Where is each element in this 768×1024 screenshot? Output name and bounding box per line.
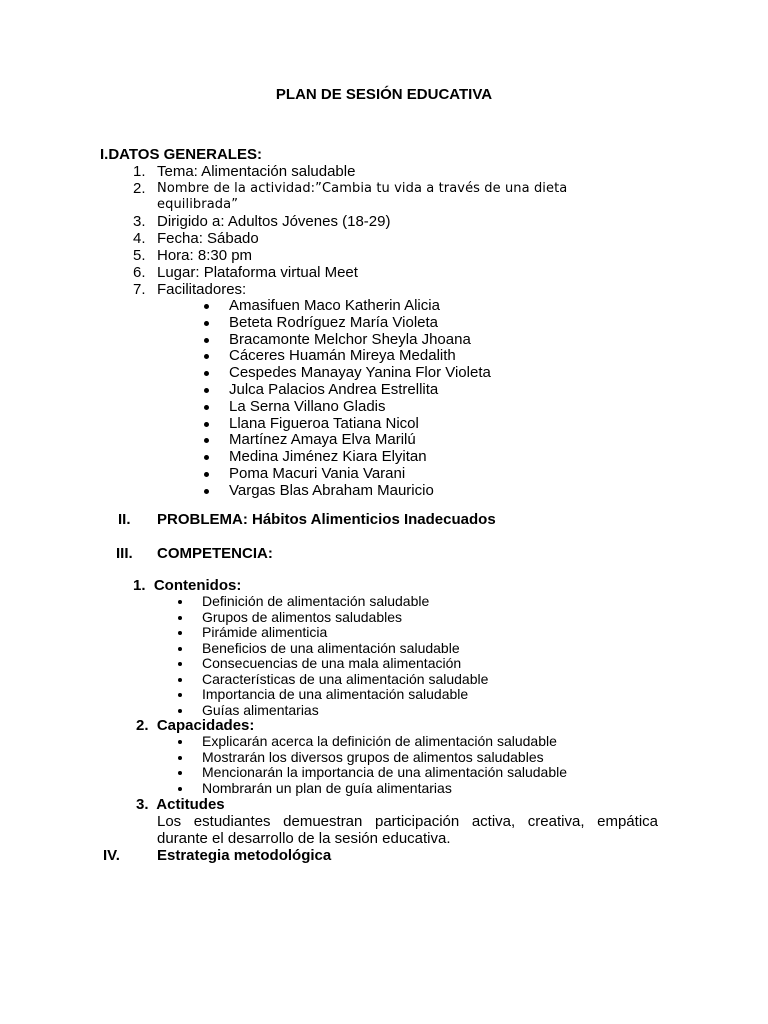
facilitator-name: Bracamonte Melchor Sheyla Jhoana [229, 330, 471, 348]
actitudes-text-line2: durante el desarrollo de la sesión educativa. [157, 830, 451, 847]
contenido-text: Definición de alimentación saludable [202, 593, 430, 609]
contenido-text: Grupos de alimentos saludables [202, 608, 403, 625]
bullet-icon [178, 631, 182, 635]
item-text: Dirigido a: Adultos Jóvenes (18-29) [157, 213, 391, 230]
bullet-icon [178, 678, 182, 682]
bullet-icon [178, 662, 182, 666]
facilitator-name: Vargas Blas Abraham Mauricio [229, 481, 434, 499]
bullet-icon [204, 388, 209, 393]
capacidades-label: 2. Capacidades: [136, 717, 255, 734]
facilitator-name: Cáceres Huamán Mireya Medalith [229, 347, 456, 365]
section-4-number: IV. [103, 847, 120, 864]
item-text: Lugar: Plataforma virtual Meet [157, 264, 358, 281]
item-text: Fecha: Sábado [157, 230, 259, 247]
section-4-heading: Estrategia metodológica [157, 847, 332, 864]
item-number: 4. [133, 230, 146, 247]
actitudes-text-line1: Los estudiantes demuestran participación activa, creativa, empática [157, 813, 658, 830]
actitudes-label: 3. Actitudes [136, 796, 225, 813]
contenido-text: Beneficios de una alimentación saludable [202, 639, 460, 656]
bullet-icon [204, 371, 209, 376]
section-2-heading: PROBLEMA: Hábitos Alimenticios Inadecuados [157, 511, 496, 528]
section-1-heading: I.DATOS GENERALES: [100, 146, 262, 163]
item-text-continuation: equilibrada” [157, 197, 239, 212]
bullet-icon [178, 771, 182, 775]
item-number: 1. [133, 163, 146, 180]
facilitator-name: Amasifuen Maco Katherin Alicia [229, 297, 440, 314]
capacidad-text: Mostrarán los diversos grupos de alimentos saludables [202, 748, 544, 765]
facilitator-name: Llana Figueroa Tatiana Nicol [229, 414, 419, 432]
bullet-icon [178, 616, 182, 620]
bullet-icon [204, 455, 209, 460]
facilitator-name: La Serna Villano Gladis [229, 397, 386, 415]
section-3-heading: COMPETENCIA: [157, 545, 273, 562]
bullet-icon [204, 338, 209, 343]
capacidad-text: Explicarán acerca la definición de alimentación saludable [202, 733, 557, 749]
section-2-number: II. [118, 511, 131, 528]
bullet-icon [204, 438, 209, 443]
capacidad-text: Mencionarán la importancia de una alimentación saludable [202, 764, 568, 780]
page-title: PLAN DE SESIÓN EDUCATIVA [275, 86, 493, 103]
bullet-icon [204, 489, 209, 494]
item-text: Nombre de la actividad:”Cambia tu vida a través de una dieta [157, 181, 568, 196]
capacidad-text: Nombrarán un plan de guía alimentarias [202, 779, 452, 796]
contenidos-label: 1. Contenidos: [133, 577, 242, 594]
facilitator-name: Poma Macuri Vania Varani [229, 465, 406, 482]
bullet-icon [178, 709, 182, 713]
facilitator-name: Cespedes Manayay Yanina Flor Violeta [229, 364, 491, 382]
item-number: 5. [133, 247, 146, 264]
item-number: 2. [133, 180, 146, 197]
bullet-icon [178, 647, 182, 651]
bullet-icon [178, 756, 182, 760]
bullet-icon [204, 422, 209, 427]
item-number: 6. [133, 264, 146, 281]
contenido-text: Importancia de una alimentación saludable [202, 686, 469, 702]
bullet-icon [204, 354, 209, 359]
contenido-text: Pirámide alimenticia [202, 624, 328, 640]
bullet-icon [178, 740, 182, 744]
bullet-icon [178, 693, 182, 697]
contenido-text: Consecuencias de una mala alimentación [202, 655, 462, 671]
item-number: 3. [133, 213, 146, 230]
contenido-text: Características de una alimentación saludable [202, 670, 489, 687]
facilitator-name: Julca Palacios Andrea Estrellita [229, 381, 439, 398]
item-number: 7. [133, 281, 146, 298]
facilitator-name: Medina Jiménez Kiara Elyitan [229, 448, 427, 466]
bullet-icon [204, 321, 209, 326]
section-3-number: III. [116, 545, 133, 562]
contenido-text: Guías alimentarias [202, 701, 319, 718]
item-text: Facilitadores: [157, 281, 247, 298]
bullet-icon [204, 304, 209, 309]
facilitator-name: Martínez Amaya Elva Marilú [229, 431, 416, 449]
bullet-icon [204, 472, 209, 477]
item-text: Tema: Alimentación saludable [157, 163, 356, 180]
facilitator-name: Beteta Rodríguez María Violeta [229, 313, 439, 331]
bullet-icon [178, 600, 182, 604]
bullet-icon [178, 787, 182, 791]
bullet-icon [204, 405, 209, 410]
item-text: Hora: 8:30 pm [157, 247, 253, 264]
